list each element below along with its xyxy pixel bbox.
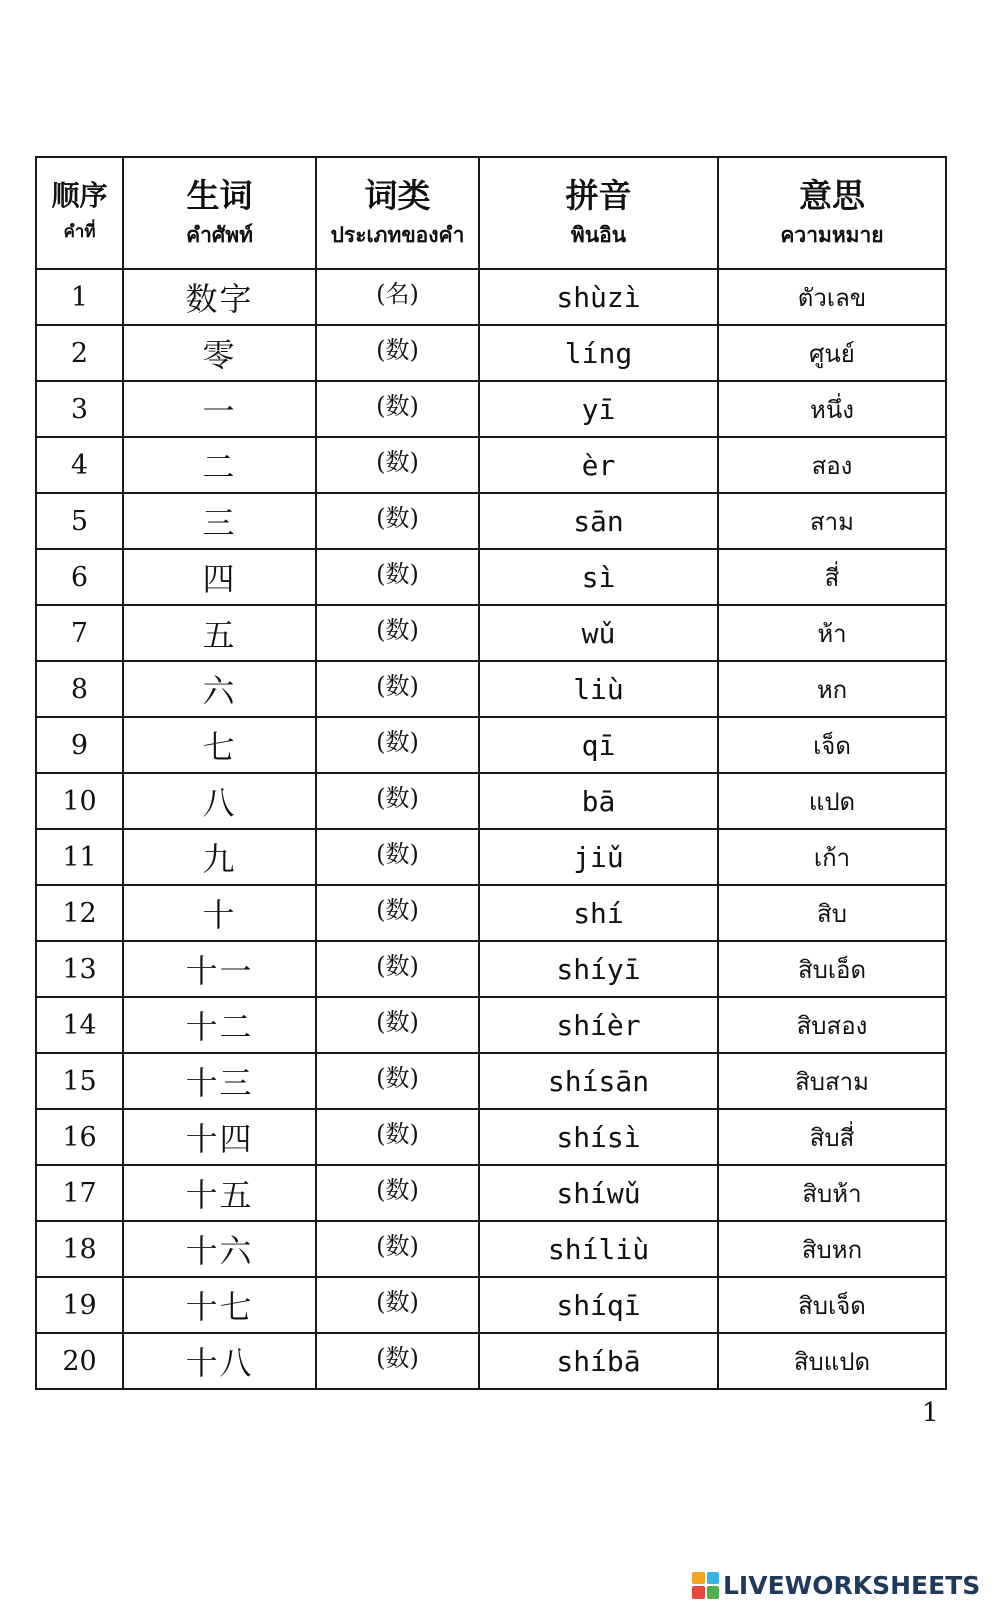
- vocab-word: 数字: [123, 269, 316, 325]
- header-meaning-zh: 意思: [799, 176, 865, 215]
- pinyin: líng: [479, 325, 718, 381]
- meaning: ตัวเลข: [718, 269, 946, 325]
- table-row: [36, 1053, 946, 1109]
- vocab-word: 四: [123, 549, 316, 605]
- word-type: (数): [376, 727, 419, 756]
- liveworksheets-watermark: [692, 1568, 980, 1602]
- table-row: [36, 1109, 946, 1165]
- table-row: [36, 493, 946, 549]
- vocab-word: 六: [123, 661, 316, 717]
- meaning: สิบหก: [718, 1221, 946, 1277]
- pinyin: liù: [479, 661, 718, 717]
- vocabulary-table: [35, 156, 947, 1390]
- word-type-cell: [316, 1053, 479, 1109]
- row-number: 17: [36, 1165, 123, 1221]
- row-number: 12: [36, 885, 123, 941]
- table-row: [36, 997, 946, 1053]
- header-type-th: ประเภทของคำ: [330, 223, 465, 247]
- meaning: สี่: [718, 549, 946, 605]
- word-type: (数): [376, 1287, 419, 1316]
- word-type: (名): [376, 279, 419, 308]
- row-number: 1: [36, 269, 123, 325]
- row-number: 7: [36, 605, 123, 661]
- logo-tile-green: [707, 1586, 720, 1599]
- row-number: 8: [36, 661, 123, 717]
- word-type: (数): [376, 1063, 419, 1092]
- pinyin: shí: [479, 885, 718, 941]
- table-row: [36, 1333, 946, 1389]
- word-type-cell: [316, 885, 479, 941]
- word-type-cell: [316, 661, 479, 717]
- vocab-word: 十一: [123, 941, 316, 997]
- word-type: (数): [376, 1119, 419, 1148]
- meaning: สิบ: [718, 885, 946, 941]
- word-type: (数): [376, 1175, 419, 1204]
- word-type-cell: [316, 941, 479, 997]
- header-pinyin: [479, 157, 718, 269]
- word-type-cell: [316, 549, 479, 605]
- word-type: (数): [376, 783, 419, 812]
- word-type: (数): [376, 895, 419, 924]
- table-row: [36, 661, 946, 717]
- pinyin: shíqī: [479, 1277, 718, 1333]
- vocab-word: 十八: [123, 1333, 316, 1389]
- meaning: เก้า: [718, 829, 946, 885]
- table-row: [36, 829, 946, 885]
- vocab-word: 八: [123, 773, 316, 829]
- row-number: 3: [36, 381, 123, 437]
- row-number: 14: [36, 997, 123, 1053]
- word-type: (数): [376, 503, 419, 532]
- word-type: (数): [376, 951, 419, 980]
- row-number: 5: [36, 493, 123, 549]
- page-number: 1: [922, 1398, 939, 1428]
- pinyin: shùzì: [479, 269, 718, 325]
- word-type-cell: [316, 1333, 479, 1389]
- row-number: 15: [36, 1053, 123, 1109]
- pinyin: wǔ: [479, 605, 718, 661]
- word-type-cell: [316, 493, 479, 549]
- meaning: สิบสาม: [718, 1053, 946, 1109]
- header-meaning: [718, 157, 946, 269]
- vocab-word: 一: [123, 381, 316, 437]
- word-type-cell: [316, 1165, 479, 1221]
- vocab-word: 零: [123, 325, 316, 381]
- row-number: 20: [36, 1333, 123, 1389]
- meaning: แปด: [718, 773, 946, 829]
- vocab-word: 十五: [123, 1165, 316, 1221]
- pinyin: qī: [479, 717, 718, 773]
- vocab-word: 十: [123, 885, 316, 941]
- word-type-cell: [316, 717, 479, 773]
- table-row: [36, 885, 946, 941]
- word-type: (数): [376, 335, 419, 364]
- vocab-word: 十三: [123, 1053, 316, 1109]
- word-type-cell: [316, 1109, 479, 1165]
- table-row: [36, 549, 946, 605]
- meaning: หก: [718, 661, 946, 717]
- meaning: สิบห้า: [718, 1165, 946, 1221]
- pinyin: bā: [479, 773, 718, 829]
- pinyin: shíliù: [479, 1221, 718, 1277]
- word-type: (数): [376, 1343, 419, 1372]
- row-number: 2: [36, 325, 123, 381]
- vocab-word: 十七: [123, 1277, 316, 1333]
- pinyin: yī: [479, 381, 718, 437]
- meaning: สิบสอง: [718, 997, 946, 1053]
- table-row: [36, 1277, 946, 1333]
- table-row: [36, 941, 946, 997]
- header-type-zh: 词类: [364, 176, 431, 215]
- pinyin: shíyī: [479, 941, 718, 997]
- word-type: (数): [376, 839, 419, 868]
- word-type: (数): [376, 391, 419, 420]
- table-row: [36, 269, 946, 325]
- meaning: สิบแปด: [718, 1333, 946, 1389]
- meaning: สิบสี่: [718, 1109, 946, 1165]
- word-type: (数): [376, 559, 419, 588]
- table-row: [36, 437, 946, 493]
- logo-tile-blue: [707, 1572, 720, 1585]
- word-type-cell: [316, 1221, 479, 1277]
- vocab-word: 十二: [123, 997, 316, 1053]
- table-row: [36, 1165, 946, 1221]
- pinyin: jiǔ: [479, 829, 718, 885]
- meaning: หนึ่ง: [718, 381, 946, 437]
- meaning: สิบเอ็ด: [718, 941, 946, 997]
- logo-tile-red: [692, 1586, 705, 1599]
- header-pinyin-zh: 拼音: [565, 176, 632, 215]
- table-row: [36, 717, 946, 773]
- header-word-zh: 生词: [186, 176, 253, 215]
- vocab-word: 三: [123, 493, 316, 549]
- header-order: [36, 157, 123, 269]
- pinyin: sān: [479, 493, 718, 549]
- meaning: เจ็ด: [718, 717, 946, 773]
- table-row: [36, 325, 946, 381]
- word-type: (数): [376, 671, 419, 700]
- vocab-word: 七: [123, 717, 316, 773]
- pinyin: shíbā: [479, 1333, 718, 1389]
- word-type-cell: [316, 829, 479, 885]
- vocab-word: 五: [123, 605, 316, 661]
- meaning: สอง: [718, 437, 946, 493]
- table-row: [36, 381, 946, 437]
- word-type-cell: [316, 325, 479, 381]
- vocab-word: 九: [123, 829, 316, 885]
- header-pinyin-th: พินอิน: [570, 223, 627, 247]
- meaning: ห้า: [718, 605, 946, 661]
- pinyin: sì: [479, 549, 718, 605]
- pinyin: shísān: [479, 1053, 718, 1109]
- vocab-word: 十六: [123, 1221, 316, 1277]
- pinyin: èr: [479, 437, 718, 493]
- word-type-cell: [316, 605, 479, 661]
- watermark-text: LIVEWORKSHEETS: [723, 1570, 981, 1600]
- pinyin: shíwǔ: [479, 1165, 718, 1221]
- word-type-cell: [316, 997, 479, 1053]
- meaning: สาม: [718, 493, 946, 549]
- word-type-cell: [316, 1277, 479, 1333]
- header-word-th: คำศัพท์: [186, 223, 253, 247]
- header-order-th: คำที่: [63, 222, 96, 242]
- word-type-cell: [316, 773, 479, 829]
- vocab-word: 十四: [123, 1109, 316, 1165]
- meaning: ศูนย์: [718, 325, 946, 381]
- row-number: 9: [36, 717, 123, 773]
- header-word: [123, 157, 316, 269]
- row-number: 19: [36, 1277, 123, 1333]
- word-type-cell: [316, 269, 479, 325]
- pinyin: shíèr: [479, 997, 718, 1053]
- row-number: 4: [36, 437, 123, 493]
- row-number: 6: [36, 549, 123, 605]
- table-row: [36, 605, 946, 661]
- vocab-word: 二: [123, 437, 316, 493]
- word-type: (数): [376, 447, 419, 476]
- word-type: (数): [376, 1007, 419, 1036]
- word-type-cell: [316, 381, 479, 437]
- table-row: [36, 773, 946, 829]
- table-row: [36, 1221, 946, 1277]
- row-number: 11: [36, 829, 123, 885]
- liveworksheets-logo-icon: [692, 1572, 719, 1599]
- meaning: สิบเจ็ด: [718, 1277, 946, 1333]
- word-type: (数): [376, 615, 419, 644]
- word-type: (数): [376, 1231, 419, 1260]
- logo-tile-orange: [692, 1572, 705, 1585]
- header-meaning-th: ความหมาย: [780, 223, 884, 247]
- word-type-cell: [316, 437, 479, 493]
- row-number: 10: [36, 773, 123, 829]
- header-type: [316, 157, 479, 269]
- row-number: 18: [36, 1221, 123, 1277]
- row-number: 16: [36, 1109, 123, 1165]
- pinyin: shísì: [479, 1109, 718, 1165]
- header-order-zh: 顺序: [51, 179, 108, 212]
- row-number: 13: [36, 941, 123, 997]
- header-row: [36, 157, 946, 269]
